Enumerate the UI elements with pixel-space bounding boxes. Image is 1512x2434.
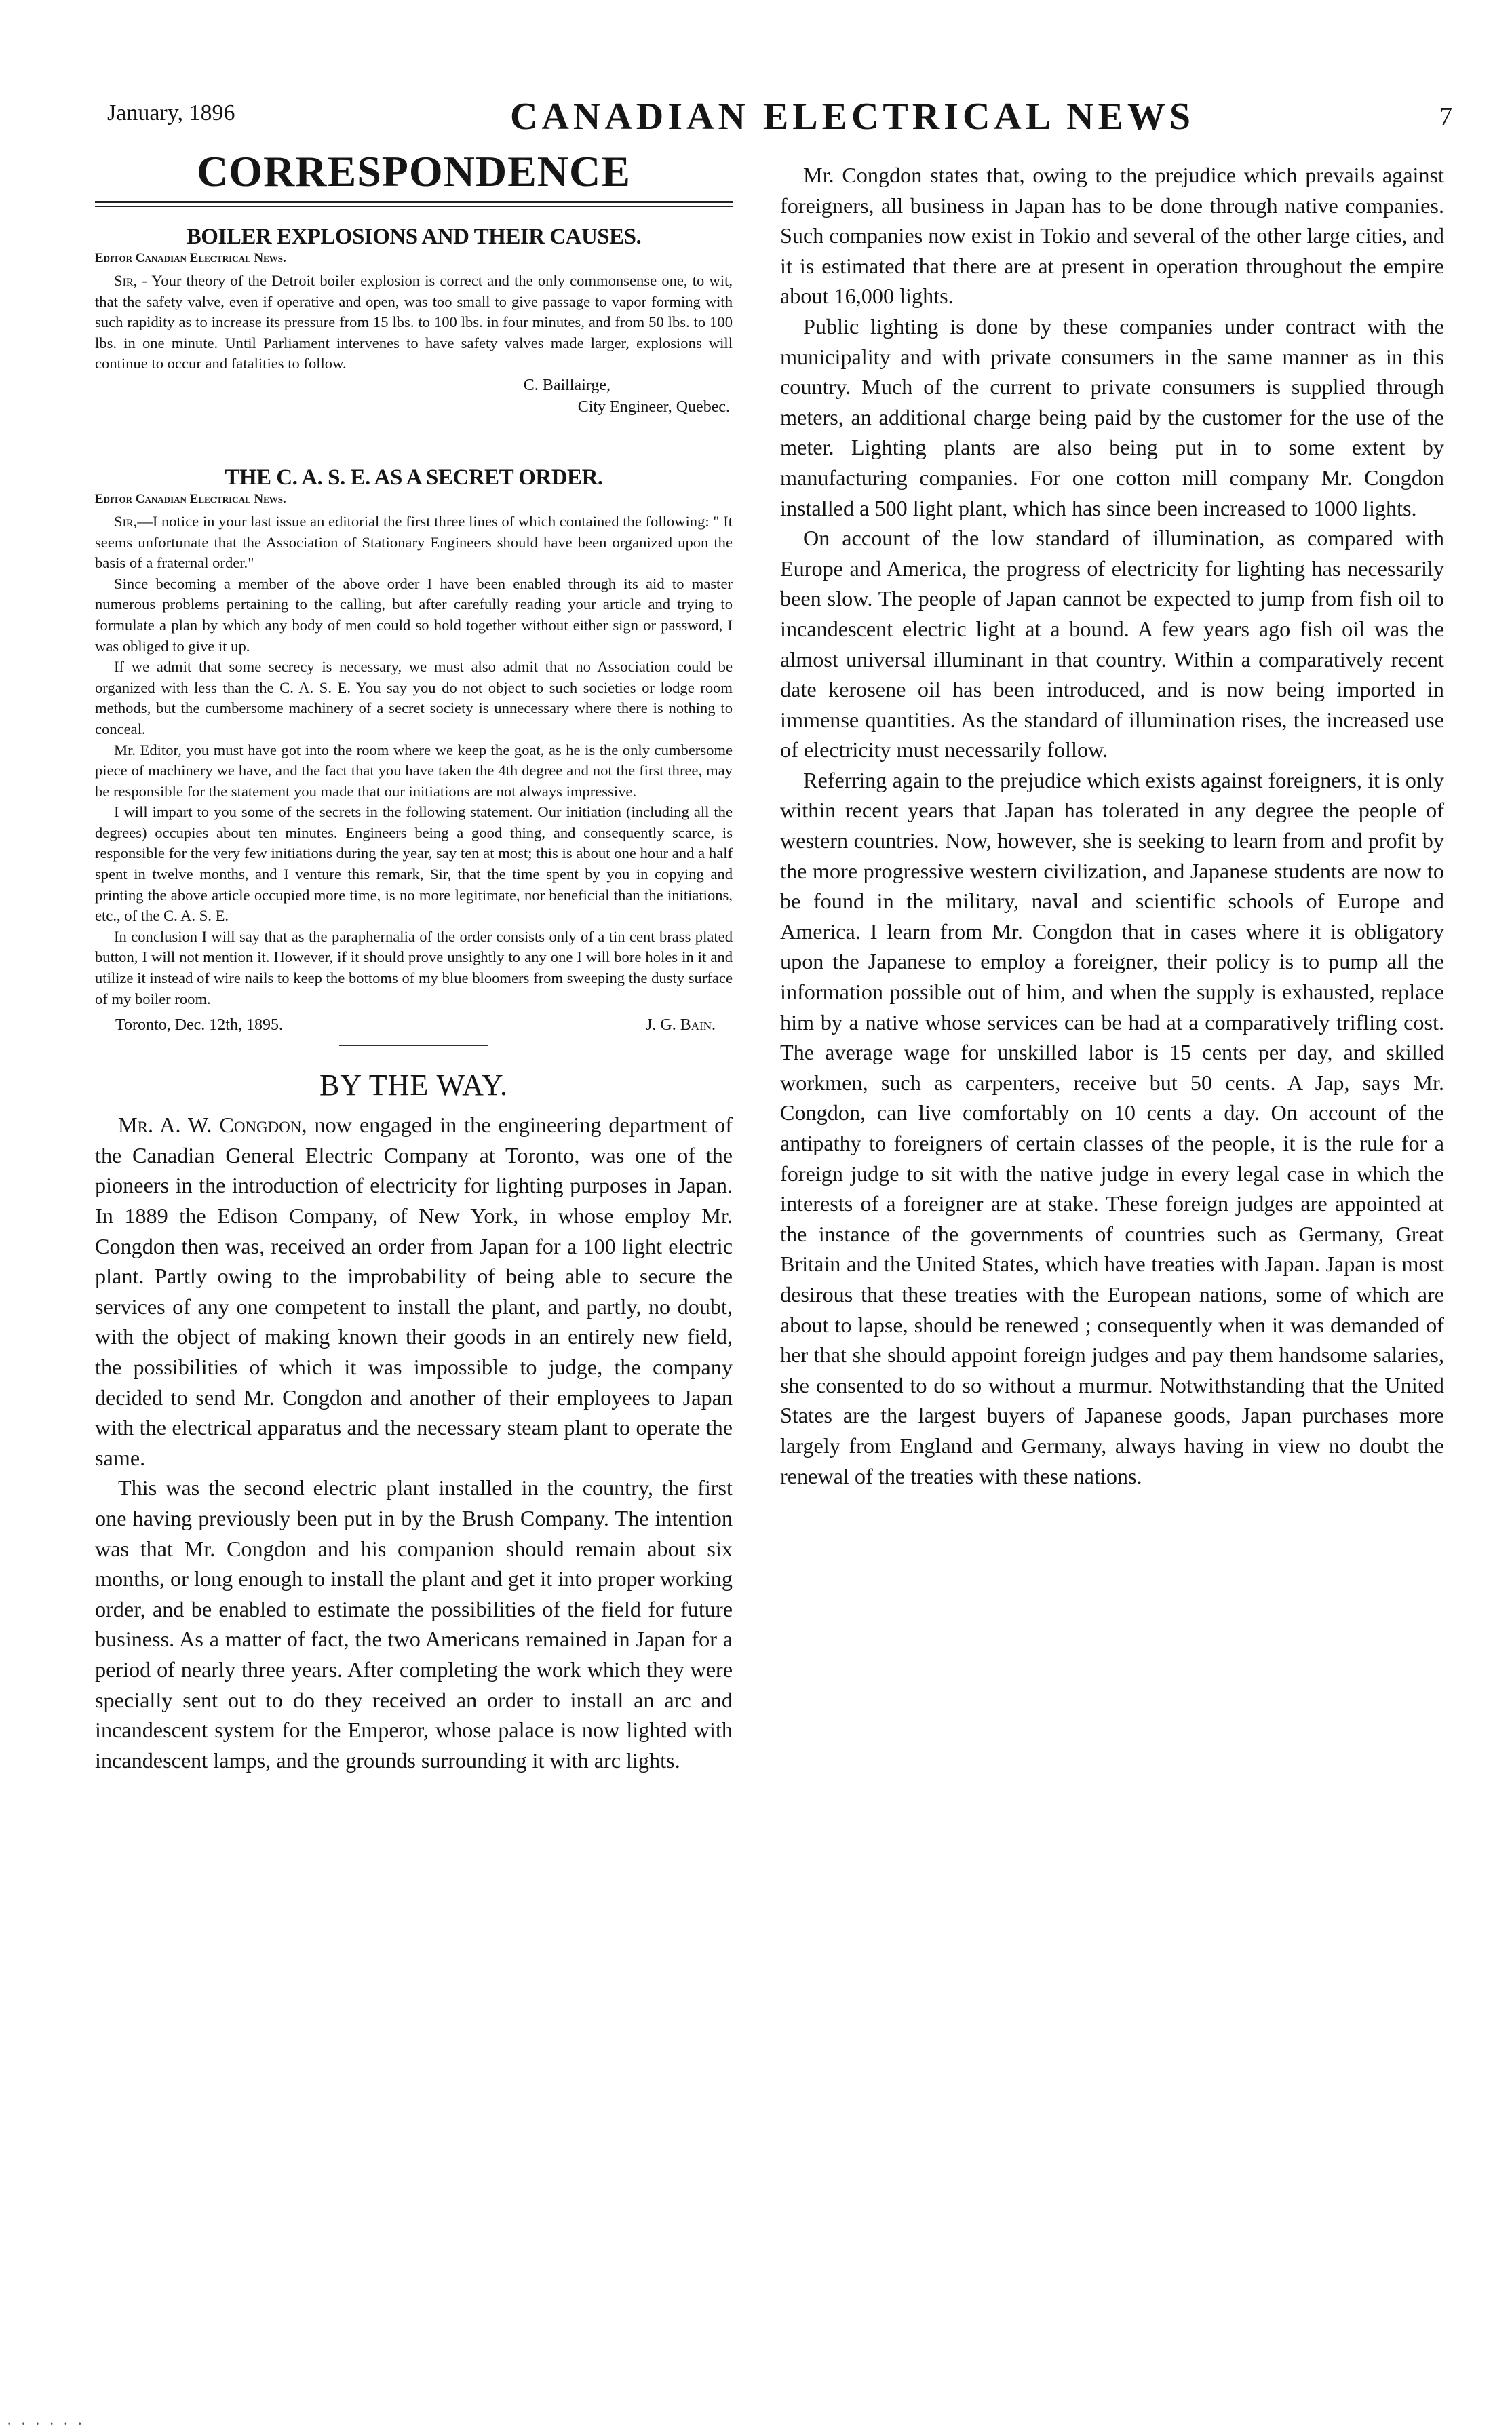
article-paragraph: Public lighting is done by these companies under contract with the municipality and with private consumers in the same manner as in this country. Much of the current to private consumers is supplied through meters, an additional charge being paid by the customer for the use of the meter. Lighting plants are also being put in to some extent by manufacturing companies. For one cotton mill company Mr. Congdon installed a 500 light plant, which has since been increased to 1000 lights. xyxy=(780,313,1444,520)
letter-boiler-explosions xyxy=(95,223,733,418)
masthead-title: CANADIAN ELECTRICAL NEWS xyxy=(510,96,1195,138)
section-title: BY THE WAY. xyxy=(319,1068,508,1102)
editor-line: Editor Canadian Electrical News. xyxy=(95,251,286,265)
letter-case-secret-order xyxy=(95,464,733,1046)
article-body-continued xyxy=(780,160,1444,1491)
letter-paragraph: I will impart to you some of the secrets in the following statement. Our initiation (including all the degrees) occupies about ten minutes. Engineers being a good thing, and consequently scarce, is responsible for the very few initiations during the year, say ten at most; this is about one hour and a half spent in twelve months, and I venture this remark, Sir, that the time spent by you in copying and printing the above article occupied more time, is no more legitimate, nor beneficial than the initiations, etc., of the C. A. S. E. xyxy=(95,803,733,925)
article-paragraph: Referring again to the prejudice which exists against foreigners, it is only within recent years that Japan has tolerated in any degree the people of western countries. Now, however, she is seeking to learn from and profit by the more progressive western civilization, and Japanese students are now to be found in the military, naval and scientific schools of Europe and America. I learn from Mr. Congdon that in cases where it is obligatory upon the Japanese to employ a foreigner, their policy is to pump all the information possible out of him, and when the supply is exhausted, replace him by a native whose services can be had at a comparatively trifling cost. The average wage for unskilled labor is 15 cents per day, and skilled workmen, such as carpenters, receive but 50 cents. A Jap, says Mr. Congdon, can live comfortably on 10 cents a day. On account of the antipathy to foreigners of certain classes of the people, it is the rule for a foreign judge to sit with the native judge in every legal case in which the interests of a foreigner are at stake. These foreign judges are appointed at the instance of the governments of countries such as Germany, Great Britain and the United States, which have treaties with Japan. Japan is most desirous that these treaties with the European nations, some of which are about to lapse, should be renewed ; consequently when it was demanded of her that she should appoint foreign judges and pay them handsome salaries, she consented to do so without a murmur. Notwithstanding that the United States are the largest buyers of Japanese goods, Japan purchases more largely from England and Germany, always having in view no doubt the renewal of the treaties with these nations. xyxy=(780,767,1444,1488)
letter-signature xyxy=(95,374,733,418)
article-paragraph: On account of the low standard of illumination, as compared with Europe and America, the progress of electricity for lighting has necessarily been slow. The people of Japan cannot be expected to jump from fish oil to incandescent electric light at a bound. A few years ago fish oil was the almost universal illuminant in that country. Within a comparatively recent date kerosene oil has been introduced, and is now being imported in immense quantities. As the standard of illumination rises, the increased use of electricity must necessarily follow. xyxy=(780,526,1444,762)
page-header xyxy=(0,0,1512,142)
section-divider xyxy=(339,1045,488,1046)
right-column xyxy=(780,160,1444,1491)
article-paragraph: This was the second electric plant installed in the country, the first one having previously been put in by the Brush Company. The intention was that Mr. Congdon and his companion should remain about six months, or long enough to install the plant and get it into proper working order, and be enabled to estimate the possibilities of the field for future business. As a matter of fact, the two Americans remained in Japan for a period of nearly three years. After completing the work which they were specially sent out to do they received an order to install an arc and incandescent system for the Emperor, whose palace is now lighted with incandescent lamps, and the grounds surrounding it with arc lights. xyxy=(95,1475,733,1773)
heading-rule xyxy=(95,201,733,203)
signature-name: C. Baillairge, xyxy=(523,376,610,394)
letter-body xyxy=(95,271,733,374)
correspondence-heading: CORRESPONDENCE xyxy=(197,147,631,195)
letter-paragraph: Sir,—I notice in your last issue an editorial the first three lines of which contained the following: " It seems unfortunate that the Association of Stationary Engineers should have been organized upon the basis of a fraternal order." xyxy=(95,512,733,572)
letter-dateline xyxy=(95,1015,733,1035)
letter-paragraph: Since becoming a member of the above order I have been enabled through its aid to master numerous problems pertaining to the calling, but after carefully reading your article and trying to formulate a plan by which any body of men could so hold together without either sign or password, I was obliged to give it up. xyxy=(95,575,733,655)
letter-paragraph: Mr. Editor, you must have got into the room where we keep the goat, as he is the only cumbersome piece of machinery we have, and the fact that you have taken the 4th degree and not the first three, may be responsible for the statement you made that our initiations are not always impressive. xyxy=(95,741,733,800)
page-number: 7 xyxy=(1439,102,1452,131)
by-the-way-section xyxy=(95,1066,733,1775)
signature-name: J. G. Bain. xyxy=(646,1016,716,1035)
article-paragraph: Mr. Congdon states that, owing to the prejudice which prevails against foreigners, all business in Japan has to be done through native companies. Such companies now exist in Tokio and several of the other large cities, and it is estimated that there are at present in operation throughout the empire about 16,000 lights. xyxy=(780,163,1444,309)
letter-paragraph: In conclusion I will say that as the paraphernalia of the order consists only of a tin cent brass plated button, I will not mention it. However, if it should prove unsightly to any one I will bore holes in it and utilize it instead of wire nails to keep the bottoms of my blue bloomers from sweeping the dusty surface of my boiler room. xyxy=(95,927,733,1007)
scan-marks: · · · · · · xyxy=(7,2415,85,2432)
letter-paragraph: If we admit that some secrecy is necessary, we must also admit that no Association could be organized with less than the C. A. S. E. You say you do not object to such societies or lodge room methods, but the cumbersome machinery of a secret society is unnecessary where there is nothing to conceal. xyxy=(95,658,733,737)
letter-title: THE C. A. S. E. AS A SECRET ORDER. xyxy=(225,465,603,490)
editor-line: Editor Canadian Electrical News. xyxy=(95,491,286,506)
issue-date: January, 1896 xyxy=(107,100,235,125)
letter-body xyxy=(95,511,733,1009)
heading-rule-thin xyxy=(95,206,733,207)
signature-title: City Engineer, Quebec. xyxy=(577,398,730,416)
letter-title: BOILER EXPLOSIONS AND THEIR CAUSES. xyxy=(186,225,642,249)
article-paragraph: Mr. A. W. Congdon, now engaged in the engineering department of the Canadian General Electric Company at Toronto, was one of the pioneers in the introduction of electricity for lighting purposes in Japan. In 1889 the Edison Company, of New York, in whose employ Mr. Congdon then was, received an order from Japan for a 100 light electric plant. Partly owing to the improbability of being able to secure the services of any one competent to install the plant, and partly, no doubt, with the object of making known their goods in an entirely new field, the possibilities of which it was impossible to judge, the company decided to send Mr. Congdon and another of their employees to Japan with the electrical apparatus and the necessary steam plant to operate the same. xyxy=(95,1113,733,1470)
article-body xyxy=(95,1110,733,1775)
letter-date: Toronto, Dec. 12th, 1895. xyxy=(115,1016,283,1035)
letter-paragraph: Sir, - Your theory of the Detroit boiler explosion is correct and the only commonsense one, to wit, that the safety valve, even if operative and open, was too small to give passage to vapor forming with such rapidity as to increase its pressure from 15 lbs. to 100 lbs. in four minutes, and from 50 lbs. to 100 lbs. in one minute. Until Parliament intervenes to have safety valves made larger, explosions will continue to occur and fatalities to follow. xyxy=(95,272,733,372)
left-column xyxy=(95,148,733,1775)
